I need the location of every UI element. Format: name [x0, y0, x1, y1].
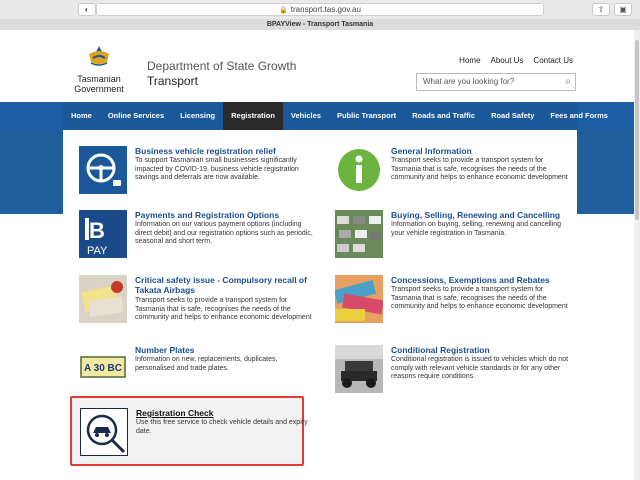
url-bar[interactable] — [96, 3, 544, 16]
registration-check-highlight[interactable] — [70, 396, 308, 466]
info-icon — [335, 146, 383, 194]
car-magnifier-icon — [80, 408, 128, 456]
search-placeholder: What are you looking for? — [423, 77, 515, 86]
nav-road-safety[interactable]: Road Safety — [491, 111, 535, 120]
item-desc: Information on our various payment options (including direct debit) and our registration options such as periodic, seasonal and short term. — [135, 221, 313, 246]
item-title[interactable]: Number Plates — [135, 345, 195, 355]
item-title[interactable]: Business vehicle registration relief — [135, 146, 276, 156]
nav-vehicles[interactable]: Vehicles — [290, 111, 321, 120]
dept-name: Department of State Growth — [147, 59, 297, 73]
steering-wheel-icon — [79, 146, 127, 194]
scrollbar[interactable] — [634, 30, 640, 480]
item-desc: Transport seeks to provide a transport system for Tasmania that is safe, recognises the needs of the community and helps to enhance economic development — [391, 157, 568, 182]
link-home[interactable]: Home — [459, 56, 481, 65]
svg-text:A 30 BC: A 30 BC — [84, 363, 122, 374]
registration-panel — [63, 130, 577, 480]
item-title[interactable]: Critical safety issue - Compulsory recall of Takata Airbags — [135, 275, 307, 295]
svg-text:PAY: PAY — [87, 245, 108, 257]
privacy-icon[interactable]: ◐ — [78, 3, 96, 16]
nav-fees-and-forms[interactable]: Fees and Forms — [550, 111, 608, 120]
item-desc: Transport seeks to provide a transport system for Tasmania that is safe, recognises the needs of the community and helps to enhance economic development — [391, 286, 568, 311]
tas-gov-logo[interactable] — [63, 42, 135, 100]
site-header — [63, 30, 577, 102]
item-title[interactable]: Payments and Registration Options — [135, 210, 280, 220]
item-title[interactable]: General Information — [391, 146, 472, 156]
link-about-us[interactable]: About Us — [490, 56, 524, 65]
cars-photo — [335, 210, 383, 258]
bpay-icon — [79, 210, 127, 258]
item-desc: Use this free service to check vehicle details and expiry date. — [136, 419, 308, 435]
search-icon[interactable]: ⌕ — [565, 76, 571, 87]
tab-title[interactable]: BPAYView - Transport Tasmania — [0, 19, 640, 30]
nav-public-transport[interactable]: Public Transport — [336, 111, 397, 120]
nav-online-services[interactable]: Online Services — [107, 111, 165, 120]
main-nav — [0, 102, 640, 130]
link-contact-us[interactable]: Contact Us — [533, 56, 573, 65]
item-desc: Conditional registration is issued to vehicles which do not comply with relevant vehicle standards or for any other reasons require conditions. — [391, 356, 569, 381]
url-text: transport.tas.gov.au — [290, 5, 361, 14]
item-title[interactable]: Buying, Selling, Renewing and Cancelling — [391, 210, 561, 220]
top-links — [459, 56, 573, 65]
tabs-icon[interactable]: ▣ — [614, 3, 632, 16]
lock-icon: 🔒 — [279, 6, 288, 14]
nav-licensing[interactable]: Licensing — [180, 111, 216, 120]
share-icon[interactable]: ⇧ — [592, 3, 610, 16]
money-photo — [335, 275, 383, 323]
item-desc: Information on new, replacements, duplicates, personalised and trade plates. — [135, 356, 278, 372]
logo-line2: Government — [74, 84, 124, 94]
item-desc: Transport seeks to provide a transport system for Tasmania that is safe, recognises the needs of the community and helps to enhance economic development — [135, 297, 312, 322]
search-input[interactable] — [416, 73, 576, 91]
logo-line1: Tasmanian — [77, 74, 121, 84]
item-title[interactable]: Concessions, Exemptions and Rebates — [391, 275, 550, 285]
item-title[interactable]: Registration Check — [136, 408, 214, 418]
item-desc: Information on buying, selling, renewing and cancelling your vehicle registration in Tasmania. — [391, 221, 562, 237]
airbag-photo — [79, 275, 127, 323]
number-plate-photo — [79, 345, 127, 393]
nav-home[interactable]: Home — [71, 111, 92, 120]
browser-chrome — [0, 0, 640, 30]
item-title[interactable]: Conditional Registration — [391, 345, 490, 355]
vintage-car-photo — [335, 345, 383, 393]
svg-text:B: B — [89, 218, 105, 243]
crest-icon — [85, 44, 113, 68]
dept-subtitle: Transport — [147, 74, 198, 88]
nav-registration[interactable]: Registration — [223, 102, 283, 130]
item-desc: To support Tasmanian small businesses significantly impacted by COVID-19, business vehicle registration savings and deferrals are now available. — [135, 157, 299, 182]
nav-roads-and-traffic[interactable]: Roads and Traffic — [412, 111, 476, 120]
